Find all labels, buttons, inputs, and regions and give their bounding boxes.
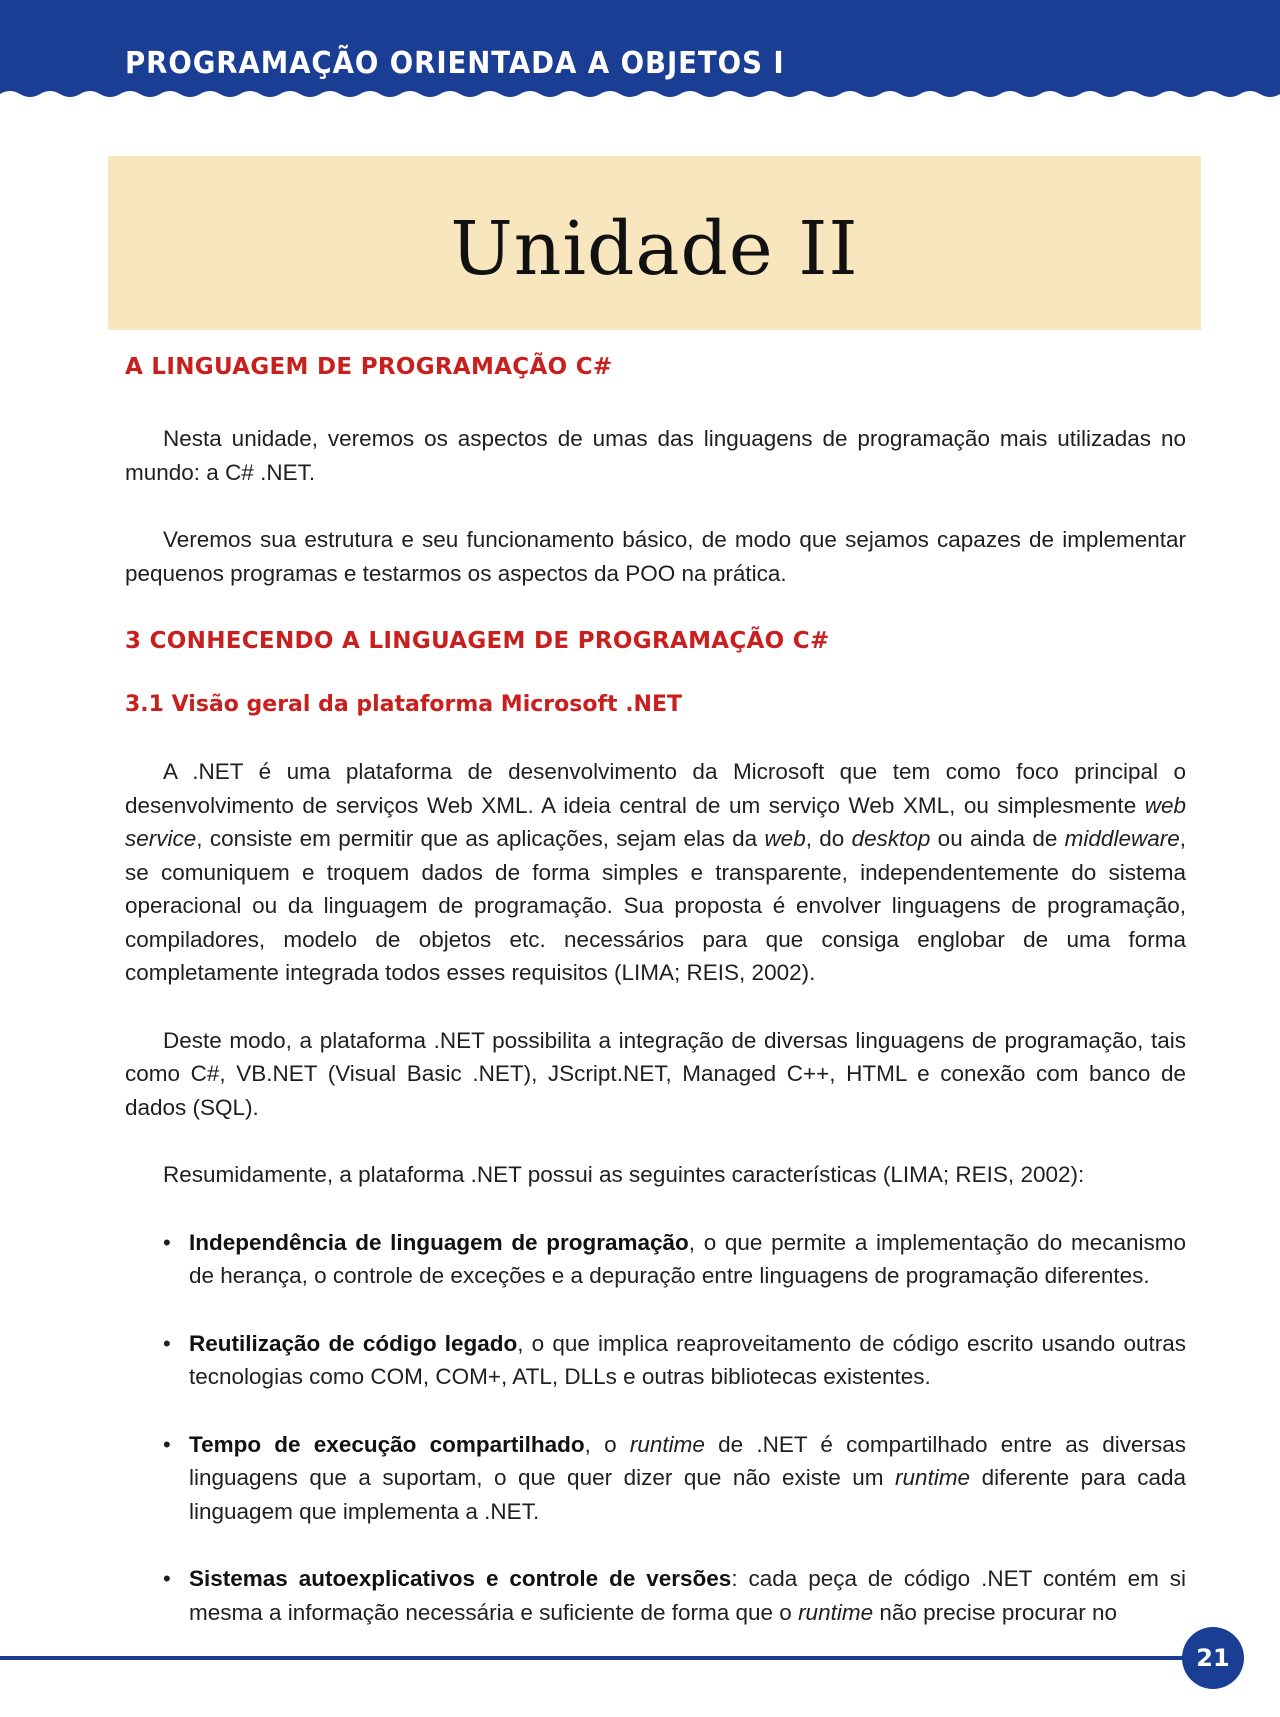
footer-rule: [0, 1656, 1185, 1660]
bullet-icon: •: [163, 1566, 171, 1591]
list-item: • Independência de linguagem de programação, o que permite a implementação do mecanismo de herança, o controle de exceções e a depuração entre linguagens de programação diferentes.: [125, 1226, 1186, 1293]
paragraph: Resumidamente, a plataforma .NET possui as seguintes características (LIMA; REIS, 2002):: [163, 1162, 1085, 1187]
list-item: • Reutilização de código legado, o que implica reaproveitamento de código escrito usando outras tecnologias como COM, COM+, ATL, DLLs e outras bibliotecas existentes.: [125, 1327, 1186, 1394]
list-item: • Sistemas autoexplicativos e controle de versões: cada peça de código .NET contém em si mesma a informação necessária e suficiente de forma que o runtime não precise procurar no: [125, 1562, 1186, 1629]
section-heading: A LINGUAGEM DE PROGRAMAÇÃO C#: [125, 354, 613, 380]
list-item: • Tempo de execução compartilhado, o runtime de .NET é compartilhado entre as diversas linguagens que a suportam, o que quer dizer que não existe um runtime diferente para cada linguagem que implementa a .NET.: [125, 1428, 1186, 1529]
main-content: [125, 350, 1186, 1629]
paragraph: Veremos sua estrutura e seu funcionamento básico, de modo que sejamos capazes de implementar pequenos programas e testarmos os aspectos da POO na prática.: [125, 527, 1186, 586]
header-title: PROGRAMAÇÃO ORIENTADA A OBJETOS I: [125, 46, 785, 81]
page-number: 21: [1182, 1627, 1244, 1689]
bullet-icon: •: [163, 1431, 171, 1457]
header-banner: [0, 0, 1280, 108]
unit-title: Unidade II: [450, 206, 859, 292]
wave-border-icon: [0, 86, 1280, 108]
feature-list: [125, 1226, 1186, 1630]
chapter-heading: 3 CONHECENDO A LINGUAGEM DE PROGRAMAÇÃO C#: [125, 628, 830, 654]
subsection-heading: 3.1 Visão geral da plataforma Microsoft .NET: [125, 692, 683, 717]
bullet-icon: •: [163, 1330, 171, 1356]
bullet-icon: •: [163, 1229, 171, 1255]
paragraph: Nesta unidade, veremos os aspectos de umas das linguagens de programação mais utilizadas no mundo: a C# .NET.: [125, 426, 1186, 485]
unit-title-box: [108, 156, 1201, 330]
paragraph: A .NET é uma plataforma de desenvolvimento da Microsoft que tem como foco principal o desenvolvimento de serviços Web XML. A ideia central de um serviço Web XML, ou simplesmente web service, consiste em permitir que as aplicações, sejam elas da web, do desktop ou ainda de middleware, se comuniquem e troquem dados de forma simples e transparente, independentemente do sistema operacional ou da linguagem de programação. Sua proposta é envolver linguagens de programação, compiladores, modelo de objetos etc. necessários para que consiga englobar de uma forma completamente integrada todos esses requisitos (LIMA; REIS, 2002).: [125, 759, 1186, 985]
paragraph: Deste modo, a plataforma .NET possibilita a integração de diversas linguagens de programação, tais como C#, VB.NET (Visual Basic .NET), JScript.NET, Managed C++, HTML e conexão com banco de dados (SQL).: [125, 1027, 1186, 1120]
